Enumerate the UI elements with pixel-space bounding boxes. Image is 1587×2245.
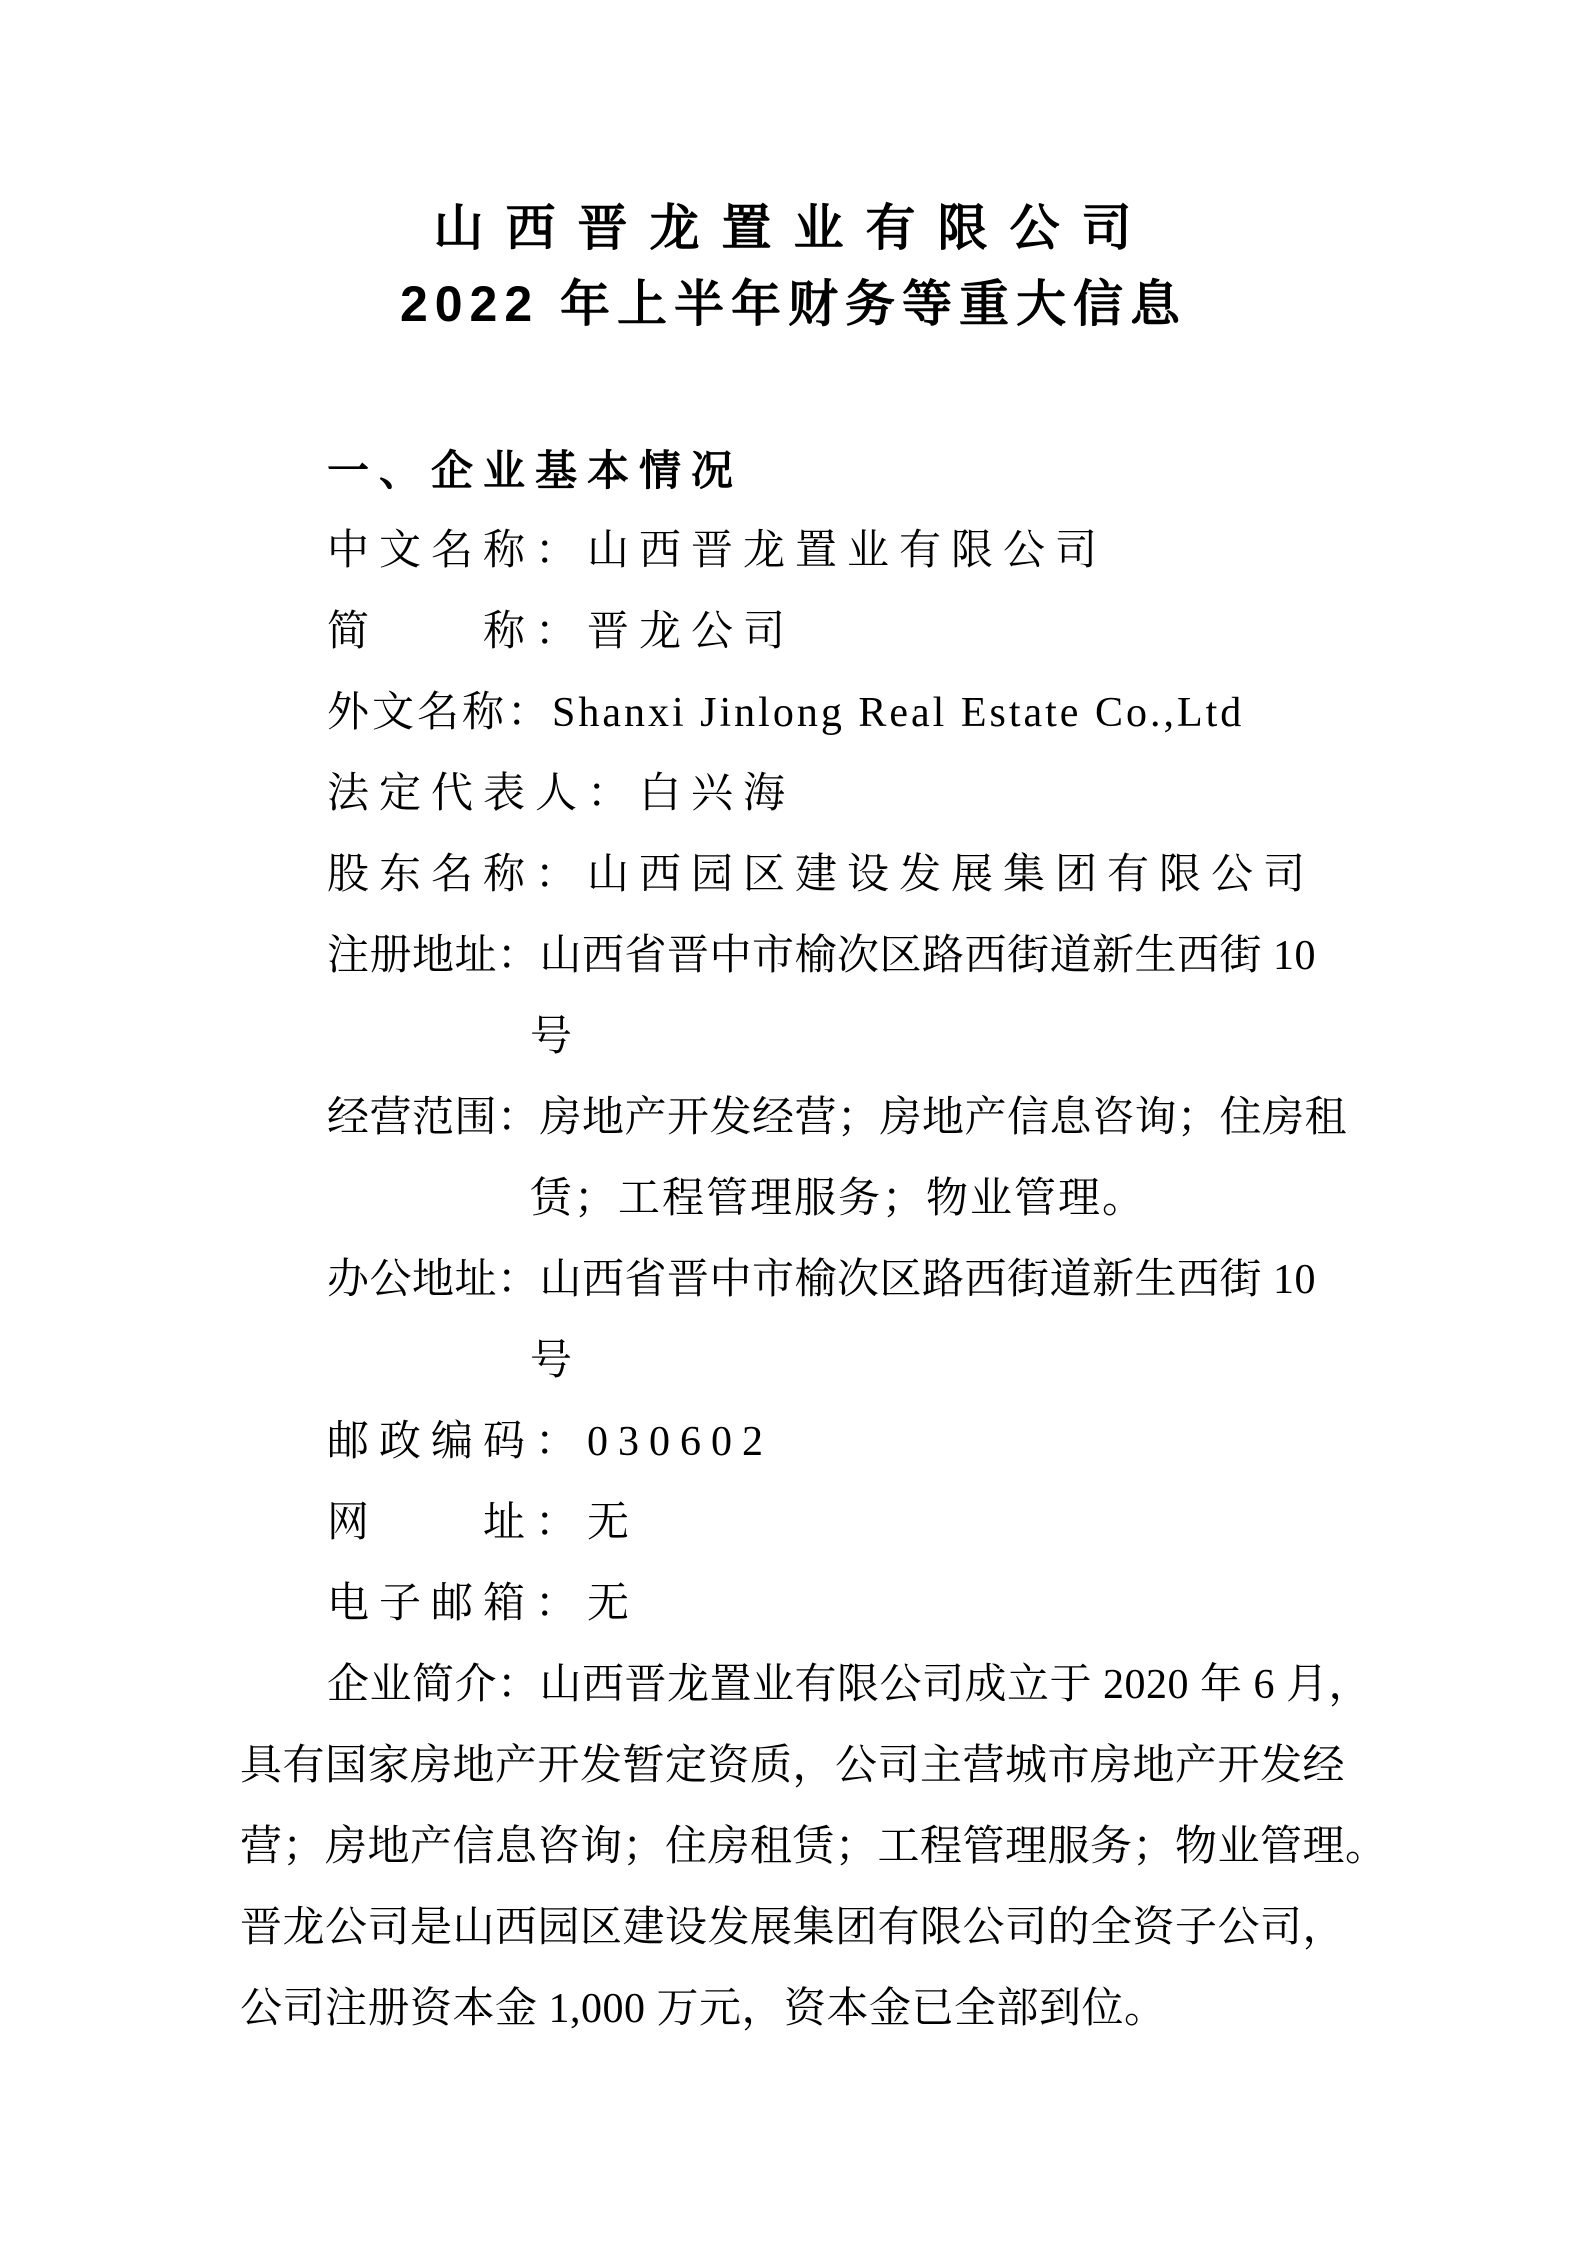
field-line-email: 电子邮箱：无 <box>327 1581 640 1627</box>
paragraph-line-profile-1: 企业简介：山西晋龙置业有限公司成立于 2020 年 6 月， <box>327 1662 1372 1708</box>
field-line-shareholder: 股东名称：山西园区建设发展集团有限公司 <box>327 852 1316 898</box>
field-line-short-name: 简 称：晋龙公司 <box>327 609 796 655</box>
field-line-business-scope-2: 赁；工程管理服务；物业管理。 <box>530 1176 1147 1222</box>
paragraph-line-profile-2: 具有国家房地产开发暂定资质，公司主营城市房地产开发经 <box>240 1743 1346 1789</box>
field-line-english-name: 外文名称：Shanxi Jinlong Real Estate Co.,Ltd <box>327 690 1245 736</box>
paragraph-line-profile-5: 公司注册资本金 1,000 万元，资本金已全部到位。 <box>240 1986 1167 2032</box>
field-line-office-address-2: 号 <box>530 1338 573 1384</box>
field-line-registered-address-1: 注册地址：山西省晋中市榆次区路西街道新生西街 10 <box>327 933 1317 979</box>
document-title-line-2: 2022 年上半年财务等重大信息 <box>399 276 1188 332</box>
field-line-business-scope-1: 经营范围：房地产开发经营；房地产信息咨询；住房租 <box>327 1095 1348 1141</box>
field-line-website: 网 址：无 <box>327 1500 640 1546</box>
field-line-office-address-1: 办公地址：山西省晋中市榆次区路西街道新生西街 10 <box>327 1257 1317 1303</box>
field-line-legal-representative: 法定代表人：白兴海 <box>327 771 796 817</box>
field-line-registered-address-2: 号 <box>530 1014 573 1060</box>
document-title-line-1: 山西晋龙置业有限公司 <box>433 200 1154 256</box>
field-line-postal-code: 邮政编码：030602 <box>327 1419 774 1465</box>
field-line-chinese-name: 中文名称：山西晋龙置业有限公司 <box>327 528 1108 574</box>
section-heading: 一、企业基本情况 <box>327 447 744 494</box>
paragraph-line-profile-3: 营；房地产信息咨询；住房租赁；工程管理服务；物业管理。 <box>240 1824 1388 1870</box>
paragraph-line-profile-4: 晋龙公司是山西园区建设发展集团有限公司的全资子公司， <box>240 1905 1346 1951</box>
document-body <box>240 430 1388 2050</box>
